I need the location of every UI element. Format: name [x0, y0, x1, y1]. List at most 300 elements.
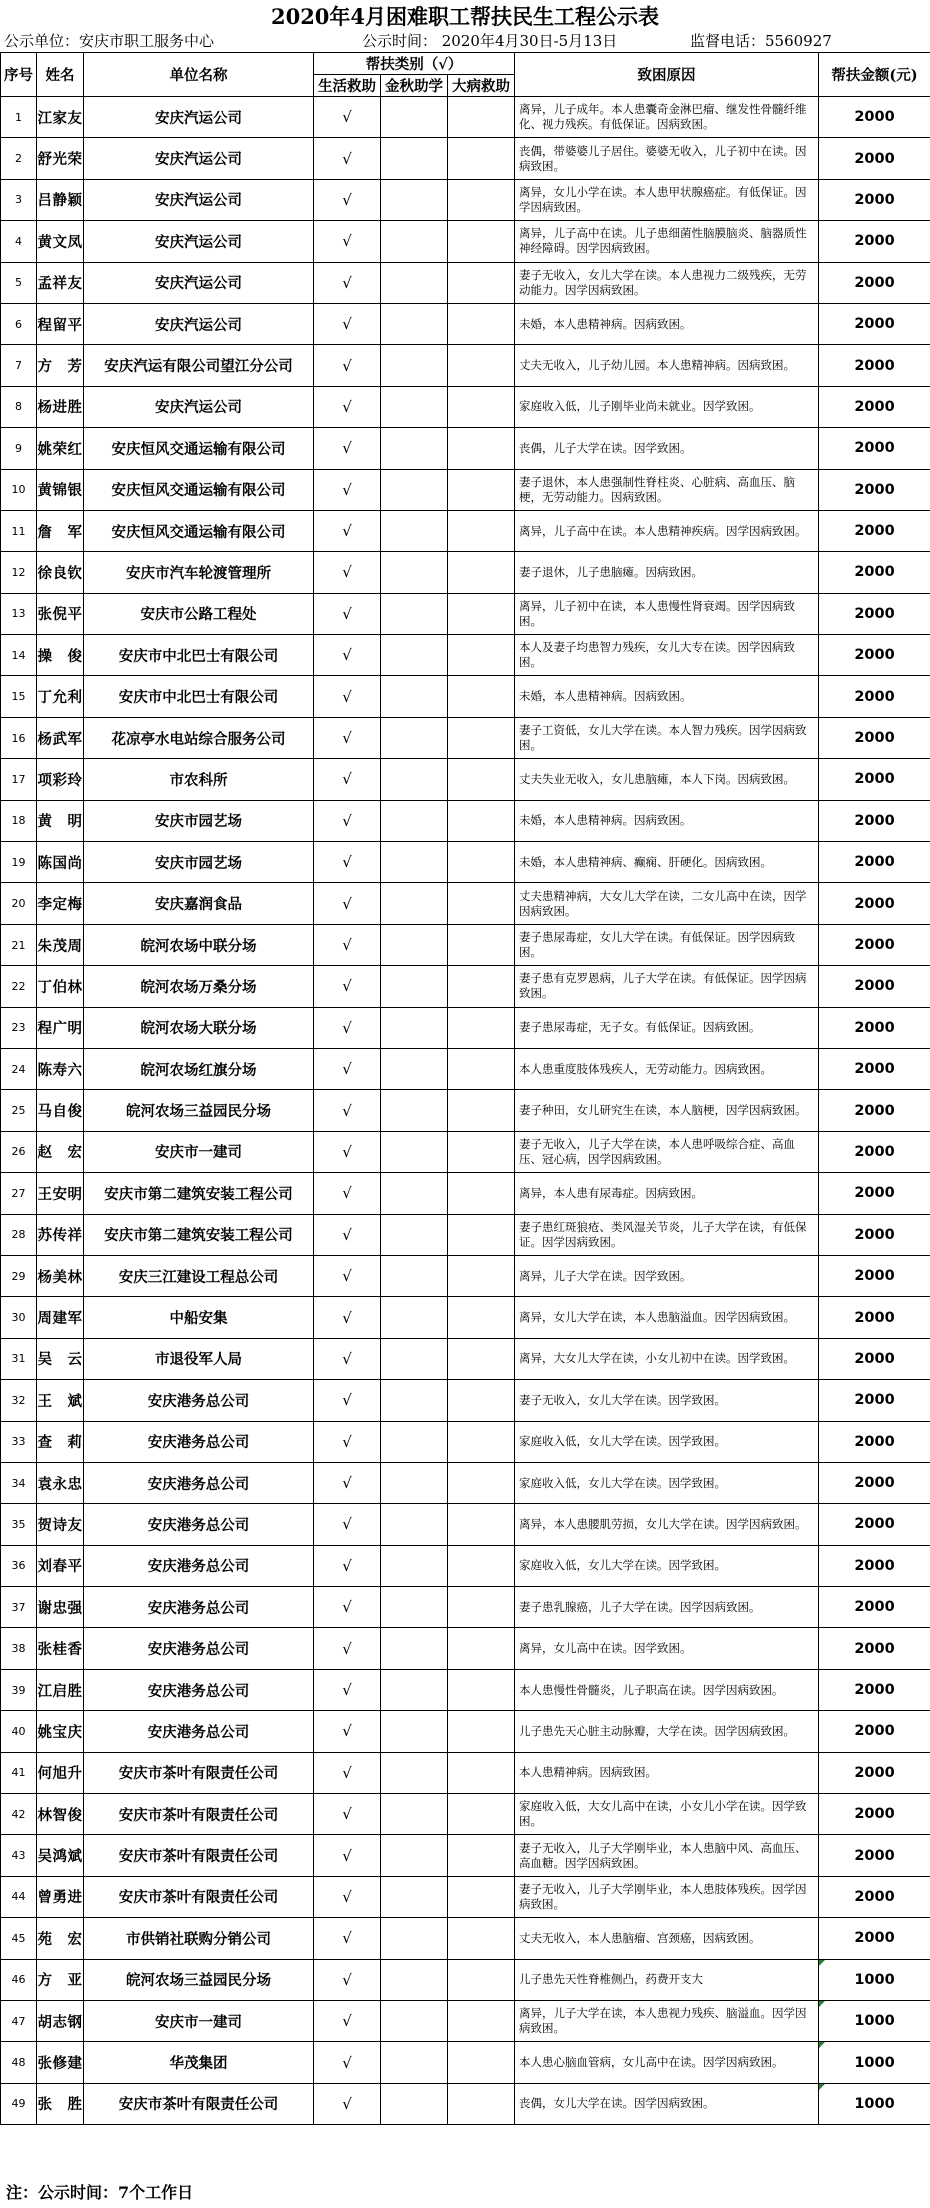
hardship-reason: 离异，儿子高中在读。儿子患细菌性脑膜脑炎、脑器质性神经障碍。因学因病致困。 [515, 221, 819, 262]
check-edu [381, 1338, 448, 1379]
check-life: √ [314, 800, 381, 841]
table-row [1, 1835, 930, 1876]
table-row [1, 303, 930, 344]
table-row [1, 1214, 930, 1255]
check-ill [448, 1587, 515, 1628]
check-edu [381, 676, 448, 717]
check-ill [448, 759, 515, 800]
row-number: 12 [1, 552, 37, 593]
unit-name: 安庆港务总公司 [84, 1628, 314, 1669]
row-number: 26 [1, 1131, 37, 1172]
check-ill [448, 717, 515, 758]
check-life: √ [314, 1090, 381, 1131]
check-life: √ [314, 883, 381, 924]
row-number: 29 [1, 1255, 37, 1296]
header-unit: 单位名称 [84, 53, 314, 97]
table-row [1, 97, 930, 138]
hardship-reason: 离异，儿子大学在读。因学致困。 [515, 1255, 819, 1296]
person-name: 徐良钦 [37, 552, 84, 593]
check-ill [448, 1214, 515, 1255]
unit-name: 市农科所 [84, 759, 314, 800]
unit-name: 皖河农场红旗分场 [84, 1048, 314, 1089]
check-life: √ [314, 1338, 381, 1379]
check-life: √ [314, 345, 381, 386]
person-name: 吴 云 [37, 1338, 84, 1379]
hardship-reason: 妻子患红斑狼疮、类风湿关节炎，儿子大学在读，有低保证。因学因病致困。 [515, 1214, 819, 1255]
hardship-reason: 离异，儿子高中在读。本人患精神疾病。因学因病致困。 [515, 510, 819, 551]
row-number: 32 [1, 1380, 37, 1421]
unit-name: 安庆市茶叶有限责任公司 [84, 2083, 314, 2124]
hardship-reason: 离异，儿子初中在读，本人患慢性肾衰竭。因学因病致困。 [515, 593, 819, 634]
check-edu [381, 759, 448, 800]
aid-amount: 2000 [819, 1380, 930, 1421]
row-number: 10 [1, 469, 37, 510]
hardship-reason: 未婚，本人患精神病。因病致困。 [515, 303, 819, 344]
table-row [1, 883, 930, 924]
check-edu [381, 345, 448, 386]
table-row [1, 138, 930, 179]
page-title: 2020年4月困难职工帮扶民生工程公示表 [270, 4, 660, 29]
row-number: 7 [1, 345, 37, 386]
check-ill [448, 1669, 515, 1710]
unit-name: 安庆汽运公司 [84, 179, 314, 220]
check-life: √ [314, 510, 381, 551]
person-name: 操 俊 [37, 635, 84, 676]
table-row [1, 635, 930, 676]
check-edu [381, 1587, 448, 1628]
table-row [1, 1918, 930, 1959]
aid-amount: 1000 [819, 2000, 930, 2041]
check-edu [381, 1835, 448, 1876]
person-name: 方 芳 [37, 345, 84, 386]
check-ill [448, 428, 515, 469]
row-number: 3 [1, 179, 37, 220]
check-edu [381, 593, 448, 634]
check-edu [381, 800, 448, 841]
hardship-reason: 妻子无收入，儿子大学在读，本人患呼吸综合症、高血压、冠心病，因学因病致困。 [515, 1131, 819, 1172]
row-number: 35 [1, 1504, 37, 1545]
check-ill [448, 966, 515, 1007]
table-row [1, 1545, 930, 1586]
row-number: 44 [1, 1876, 37, 1917]
check-ill [448, 1504, 515, 1545]
aid-amount: 2000 [819, 593, 930, 634]
row-number: 42 [1, 1794, 37, 1835]
unit-name: 安庆市园艺场 [84, 842, 314, 883]
unit-name: 安庆嘉润食品 [84, 883, 314, 924]
unit-name: 安庆三江建设工程总公司 [84, 1255, 314, 1296]
table-row [1, 1462, 930, 1503]
hardship-reason: 妻子退休，本人患强制性脊柱炎、心脏病、高血压、脑梗，无劳动能力。因病致困。 [515, 469, 819, 510]
aid-amount: 2000 [819, 676, 930, 717]
row-number: 1 [1, 97, 37, 138]
check-edu [381, 179, 448, 220]
check-ill [448, 1918, 515, 1959]
check-ill [448, 1876, 515, 1917]
hardship-reason: 妻子患尿毒症，无子女。有低保证。因病致困。 [515, 1007, 819, 1048]
check-edu [381, 1628, 448, 1669]
header-reason: 致困原因 [515, 53, 819, 97]
table-row [1, 1297, 930, 1338]
aid-amount: 2000 [819, 1918, 930, 1959]
hardship-reason: 妻子工资低，女儿大学在读。本人智力残疾。因学因病致困。 [515, 717, 819, 758]
person-name: 马自俊 [37, 1090, 84, 1131]
check-edu [381, 1794, 448, 1835]
person-name: 黄 明 [37, 800, 84, 841]
table-row [1, 1338, 930, 1379]
person-name: 曾勇进 [37, 1876, 84, 1917]
row-number: 38 [1, 1628, 37, 1669]
person-name: 苏传祥 [37, 1214, 84, 1255]
check-life: √ [314, 97, 381, 138]
row-number: 40 [1, 1711, 37, 1752]
person-name: 丁允利 [37, 676, 84, 717]
person-name: 吕静颖 [37, 179, 84, 220]
unit-name: 华茂集团 [84, 2042, 314, 2083]
check-ill [448, 1752, 515, 1793]
check-edu [381, 469, 448, 510]
row-number: 15 [1, 676, 37, 717]
aid-amount: 2000 [819, 1876, 930, 1917]
check-life: √ [314, 221, 381, 262]
hardship-reason: 家庭收入低，女儿大学在读。因学致困。 [515, 1421, 819, 1462]
unit-name: 安庆汽运公司 [84, 262, 314, 303]
publication-period: 公示时间： 2020年4月30日-5月13日 [362, 32, 618, 50]
hardship-reason: 家庭收入低，女儿大学在读。因学致困。 [515, 1462, 819, 1503]
check-ill [448, 1545, 515, 1586]
row-number: 2 [1, 138, 37, 179]
row-number: 13 [1, 593, 37, 634]
header-name: 姓名 [37, 53, 84, 97]
unit-name: 安庆市公路工程处 [84, 593, 314, 634]
row-number: 5 [1, 262, 37, 303]
person-name: 王安明 [37, 1173, 84, 1214]
aid-amount: 2000 [819, 1214, 930, 1255]
check-life: √ [314, 842, 381, 883]
table-row [1, 800, 930, 841]
check-edu [381, 1131, 448, 1172]
person-name: 方 亚 [37, 1959, 84, 2000]
aid-amount: 2000 [819, 1587, 930, 1628]
table-row [1, 2042, 930, 2083]
aid-amount: 2000 [819, 924, 930, 965]
row-number: 6 [1, 303, 37, 344]
aid-amount: 2000 [819, 883, 930, 924]
header-cat-ill: 大病救助 [448, 75, 515, 97]
check-edu [381, 510, 448, 551]
check-life: √ [314, 1380, 381, 1421]
check-ill [448, 1131, 515, 1172]
unit-name: 安庆汽运公司 [84, 303, 314, 344]
check-edu [381, 428, 448, 469]
hardship-reason: 妻子无收入，儿子大学刚毕业，本人患脑中风、高血压、高血糖。因学因病致困。 [515, 1835, 819, 1876]
check-ill [448, 97, 515, 138]
aid-amount: 1000 [819, 1959, 930, 2000]
check-edu [381, 1669, 448, 1710]
hardship-reason: 丈夫失业无收入，女儿患脑瘫，本人下岗。因病致困。 [515, 759, 819, 800]
person-name: 杨进胜 [37, 386, 84, 427]
hardship-reason: 丈夫患精神病，大女儿大学在读，二女儿高中在读，因学因病致困。 [515, 883, 819, 924]
table-row [1, 1007, 930, 1048]
row-number: 16 [1, 717, 37, 758]
row-number: 23 [1, 1007, 37, 1048]
unit-name: 安庆港务总公司 [84, 1669, 314, 1710]
hardship-reason: 妻子无收入，女儿大学在读。因学致困。 [515, 1380, 819, 1421]
check-ill [448, 1835, 515, 1876]
unit-name: 安庆港务总公司 [84, 1504, 314, 1545]
unit-name: 安庆港务总公司 [84, 1380, 314, 1421]
person-name: 张桂香 [37, 1628, 84, 1669]
check-edu [381, 1504, 448, 1545]
check-ill [448, 303, 515, 344]
check-life: √ [314, 469, 381, 510]
unit-name: 皖河农场中联分场 [84, 924, 314, 965]
aid-amount: 2000 [819, 1462, 930, 1503]
check-ill [448, 1959, 515, 2000]
check-ill [448, 1090, 515, 1131]
hardship-reason: 丧偶，带婆婆儿子居住。婆婆无收入，儿子初中在读。因病致困。 [515, 138, 819, 179]
row-number: 36 [1, 1545, 37, 1586]
table-row [1, 386, 930, 427]
hardship-reason: 儿子患先天心脏主动脉瓣，大学在读。因学因病致困。 [515, 1711, 819, 1752]
unit-name: 安庆市茶叶有限责任公司 [84, 1794, 314, 1835]
table-row [1, 1876, 930, 1917]
check-life: √ [314, 2000, 381, 2041]
check-edu [381, 966, 448, 1007]
check-ill [448, 262, 515, 303]
check-ill [448, 345, 515, 386]
table-row [1, 2000, 930, 2041]
check-life: √ [314, 924, 381, 965]
check-life: √ [314, 635, 381, 676]
table-row [1, 2083, 930, 2124]
table-row [1, 717, 930, 758]
table-row [1, 966, 930, 1007]
header-category: 帮扶类别（√） [314, 53, 515, 75]
check-ill [448, 1007, 515, 1048]
hardship-reason: 未婚，本人患精神病、癫痫、肝硬化。因病致困。 [515, 842, 819, 883]
aid-amount: 2000 [819, 1297, 930, 1338]
header-no: 序号 [1, 53, 37, 97]
person-name: 杨美林 [37, 1255, 84, 1296]
check-ill [448, 2000, 515, 2041]
aid-amount: 2000 [819, 428, 930, 469]
check-life: √ [314, 1173, 381, 1214]
unit-name: 皖河农场三益园民分场 [84, 1090, 314, 1131]
aid-amount: 2000 [819, 1090, 930, 1131]
check-ill [448, 924, 515, 965]
hardship-reason: 未婚，本人患精神病。因病致困。 [515, 800, 819, 841]
unit-name: 安庆港务总公司 [84, 1462, 314, 1503]
table-row [1, 1711, 930, 1752]
check-life: √ [314, 676, 381, 717]
aid-amount: 2000 [819, 510, 930, 551]
person-name: 何旭升 [37, 1752, 84, 1793]
check-life: √ [314, 1504, 381, 1545]
aid-amount: 2000 [819, 1545, 930, 1586]
header-cat-edu: 金秋助学 [381, 75, 448, 97]
check-life: √ [314, 1669, 381, 1710]
row-number: 9 [1, 428, 37, 469]
aid-amount: 2000 [819, 1835, 930, 1876]
table-row [1, 842, 930, 883]
row-number: 22 [1, 966, 37, 1007]
unit-name: 皖河农场大联分场 [84, 1007, 314, 1048]
hardship-reason: 离异，女儿大学在读，本人患脑溢血。因学因病致困。 [515, 1297, 819, 1338]
aid-amount: 2000 [819, 717, 930, 758]
person-name: 程留平 [37, 303, 84, 344]
aid-amount: 2000 [819, 138, 930, 179]
check-edu [381, 1918, 448, 1959]
table-row [1, 1173, 930, 1214]
row-number: 30 [1, 1297, 37, 1338]
table-row [1, 593, 930, 634]
check-ill [448, 386, 515, 427]
table-row [1, 1255, 930, 1296]
unit-name: 安庆市第二建筑安装工程公司 [84, 1214, 314, 1255]
hardship-reason: 妻子患尿毒症，女儿大学在读。有低保证。因学因病致困。 [515, 924, 819, 965]
check-life: √ [314, 1794, 381, 1835]
row-number: 45 [1, 1918, 37, 1959]
row-number: 31 [1, 1338, 37, 1379]
unit-name: 安庆市中北巴士有限公司 [84, 635, 314, 676]
aid-amount: 2000 [819, 97, 930, 138]
check-ill [448, 842, 515, 883]
aid-amount: 2000 [819, 1173, 930, 1214]
aid-amount: 2000 [819, 966, 930, 1007]
row-number: 34 [1, 1462, 37, 1503]
check-edu [381, 1545, 448, 1586]
check-ill [448, 469, 515, 510]
table-row [1, 1380, 930, 1421]
table-row [1, 1752, 930, 1793]
person-name: 吴鸿斌 [37, 1835, 84, 1876]
footer-note: 注：公示时间：7个工作日 [6, 2183, 194, 2202]
table-row [1, 1131, 930, 1172]
unit-name: 安庆市一建司 [84, 2000, 314, 2041]
check-edu [381, 1090, 448, 1131]
unit-name: 安庆汽运公司 [84, 221, 314, 262]
check-life: √ [314, 966, 381, 1007]
check-life: √ [314, 179, 381, 220]
person-name: 黄锦银 [37, 469, 84, 510]
check-edu [381, 717, 448, 758]
hardship-reason: 离异，本人患有尿毒症。因病致困。 [515, 1173, 819, 1214]
unit-name: 安庆市茶叶有限责任公司 [84, 1752, 314, 1793]
person-name: 姚荣红 [37, 428, 84, 469]
check-edu [381, 221, 448, 262]
assistance-table [0, 52, 930, 2125]
person-name: 舒光荣 [37, 138, 84, 179]
check-life: √ [314, 262, 381, 303]
person-name: 查 莉 [37, 1421, 84, 1462]
table-row [1, 428, 930, 469]
check-ill [448, 1794, 515, 1835]
aid-amount: 1000 [819, 2083, 930, 2124]
row-number: 4 [1, 221, 37, 262]
hardship-reason: 儿子患先天性脊椎侧凸，药费开支大 [515, 1959, 819, 2000]
person-name: 刘春平 [37, 1545, 84, 1586]
unit-name: 安庆港务总公司 [84, 1421, 314, 1462]
hardship-reason: 妻子无收入，女儿大学在读。本人患视力二级残疾，无劳动能力。因学因病致困。 [515, 262, 819, 303]
aid-amount: 2000 [819, 1628, 930, 1669]
row-number: 49 [1, 2083, 37, 2124]
check-life: √ [314, 303, 381, 344]
person-name: 林智俊 [37, 1794, 84, 1835]
check-life: √ [314, 1752, 381, 1793]
person-name: 袁永忠 [37, 1462, 84, 1503]
check-edu [381, 1752, 448, 1793]
person-name: 谢忠强 [37, 1587, 84, 1628]
check-ill [448, 138, 515, 179]
check-edu [381, 138, 448, 179]
check-life: √ [314, 1545, 381, 1586]
table-row [1, 1504, 930, 1545]
unit-name: 安庆港务总公司 [84, 1587, 314, 1628]
table-row [1, 179, 930, 220]
table-row [1, 345, 930, 386]
person-name: 陈寿六 [37, 1048, 84, 1089]
check-edu [381, 1711, 448, 1752]
check-edu [381, 924, 448, 965]
publisher-unit: 公示单位：安庆市职工服务中心 [4, 32, 215, 50]
hardship-reason: 妻子种田，女儿研究生在读，本人脑梗，因学因病致困。 [515, 1090, 819, 1131]
hardship-reason: 家庭收入低，儿子刚毕业尚未就业。因学致困。 [515, 386, 819, 427]
person-name: 胡志钢 [37, 2000, 84, 2041]
person-name: 詹 军 [37, 510, 84, 551]
check-ill [448, 510, 515, 551]
aid-amount: 2000 [819, 1794, 930, 1835]
check-edu [381, 1421, 448, 1462]
hardship-reason: 妻子无收入，儿子大学刚毕业，本人患肢体残疾。因学因病致困。 [515, 1876, 819, 1917]
person-name: 朱茂周 [37, 924, 84, 965]
hardship-reason: 本人患精神病。因病致困。 [515, 1752, 819, 1793]
unit-name: 市退役军人局 [84, 1338, 314, 1379]
unit-name: 安庆汽运公司 [84, 138, 314, 179]
hardship-reason: 本人患心脑血管病，女儿高中在读。因学因病致困。 [515, 2042, 819, 2083]
row-number: 39 [1, 1669, 37, 1710]
check-edu [381, 2042, 448, 2083]
row-number: 46 [1, 1959, 37, 2000]
table-row [1, 1669, 930, 1710]
aid-amount: 2000 [819, 386, 930, 427]
aid-amount: 2000 [819, 1255, 930, 1296]
check-ill [448, 221, 515, 262]
table-row [1, 1048, 930, 1089]
table-row [1, 1090, 930, 1131]
unit-name: 皖河农场三益园民分场 [84, 1959, 314, 2000]
check-edu [381, 1876, 448, 1917]
check-ill [448, 1048, 515, 1089]
hardship-reason: 离异，女儿高中在读。因学致困。 [515, 1628, 819, 1669]
unit-name: 安庆市第二建筑安装工程公司 [84, 1173, 314, 1214]
check-edu [381, 303, 448, 344]
check-ill [448, 635, 515, 676]
table-row [1, 1421, 930, 1462]
hardship-reason: 丈夫无收入，本人患脑瘤、宫颈癌，因病致困。 [515, 1918, 819, 1959]
check-ill [448, 1711, 515, 1752]
check-life: √ [314, 2042, 381, 2083]
check-life: √ [314, 717, 381, 758]
row-number: 20 [1, 883, 37, 924]
aid-amount: 2000 [819, 262, 930, 303]
check-life: √ [314, 2083, 381, 2124]
check-edu [381, 2083, 448, 2124]
hardship-reason: 本人患慢性骨髓炎，儿子职高在读。因学因病致困。 [515, 1669, 819, 1710]
aid-amount: 2000 [819, 1752, 930, 1793]
check-life: √ [314, 1587, 381, 1628]
check-ill [448, 1338, 515, 1379]
